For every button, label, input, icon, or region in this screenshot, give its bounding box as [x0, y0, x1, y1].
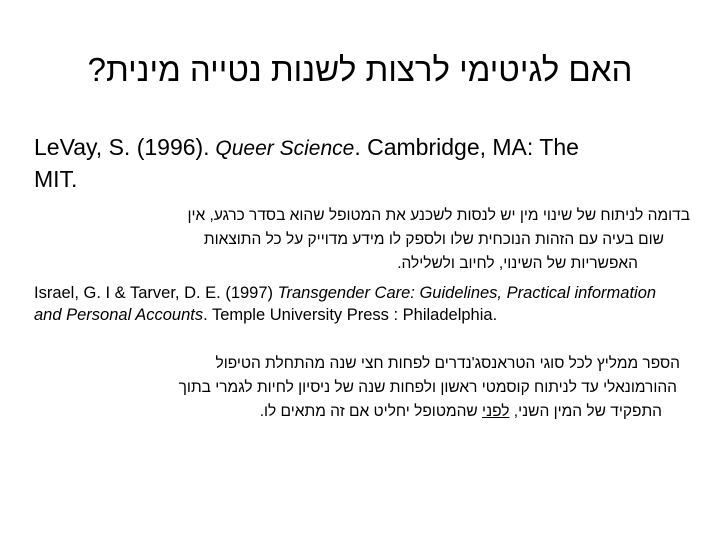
paragraph-1-line-1: בדומה לניתוח של שינוי מין יש לנסות לשכנע את המטופל שהוא בסדר כרגע, אין [187, 207, 690, 224]
paragraph-2-line-1: הספר ממליץ לכל סוגי הטראנסג'נדרים לפחות חצי שנה מהתחלת הטיפול [215, 355, 680, 372]
reference-israel-tarver [34, 282, 684, 326]
paragraph-sex-change-analogy [187, 204, 690, 276]
reference-israel-book-title: Transgender Care: Guidelines, Practical information and Personal Accounts [34, 284, 657, 324]
paragraph-2-line-2: ההורמונאלי עד לניתוח קוסמטי ראשון ולפחות שנה של ניסיון לחיות לגמרי בתוך [178, 379, 677, 396]
slide-title: האם לגיטימי לרצות לשנות נטייה מינית? [87, 51, 633, 88]
underlined-before-word: לפני [482, 403, 510, 420]
reference-levay-publisher: . Cambridge, MA: The [354, 134, 579, 160]
reference-levay-authors: LeVay, S. (1996). [34, 134, 210, 160]
paragraph-1-line-2: שום בעיה עם הזהות הנוכחית שלו ולספק לו מידע מדוייק על כל התוצאות [203, 231, 664, 248]
reference-levay-book-title: Queer Science [215, 137, 355, 160]
paragraph-2-line-3 [179, 400, 662, 424]
paragraph-2-line-3-start: התפקיד של המין השני, [509, 403, 662, 420]
paragraph-1-line-3: האפשריות של השינוי, לחיוב ולשלילה. [397, 255, 638, 272]
paragraph-2-line-3-end: שהמטופל יחליט אם זה מתאים לו. [259, 403, 483, 420]
reference-levay [34, 132, 684, 196]
reference-israel-authors: Israel, G. I & Tarver, D. E. (1997) [34, 284, 278, 302]
reference-israel-publisher: . Temple University Press : Philadelphia. [203, 306, 498, 324]
reference-levay-publisher-cont: MIT. [34, 166, 78, 192]
paragraph-transgender-guidelines [179, 352, 680, 424]
